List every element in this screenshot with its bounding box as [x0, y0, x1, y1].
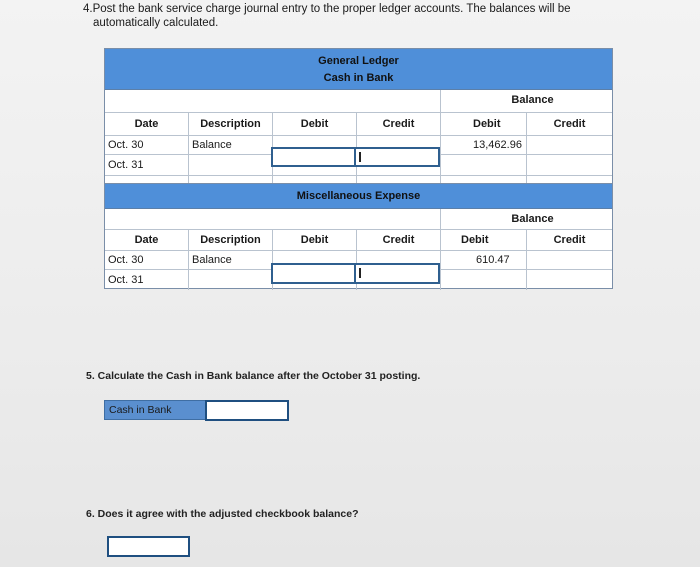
agree-answer-input[interactable] — [107, 536, 190, 557]
misc-balance-credit-header: Credit — [553, 234, 586, 246]
misc-credit-header: Credit — [357, 230, 441, 250]
misc-debit-input[interactable] — [271, 263, 357, 284]
balance-header: Balance — [511, 94, 554, 106]
row1-date: Oct. 30 — [105, 136, 189, 154]
row1-balance-debit: 13,462.96 — [441, 136, 527, 154]
question-4-line2: automatically calculated. — [93, 17, 219, 29]
balance-debit-header: Debit — [441, 113, 527, 135]
question-4-line1: 4.Post the bank service charge journal entry to the proper ledger accounts. The balances will be — [83, 3, 571, 15]
row1-description: Balance — [189, 136, 273, 154]
misc-credit-input[interactable] — [354, 263, 440, 284]
misc-debit-header: Debit — [273, 230, 357, 250]
misc-row1-balance-debit: 610.47 — [441, 251, 527, 269]
misc-row2-date: Oct. 31 — [105, 270, 189, 290]
misc-account-name: Miscellaneous Expense — [296, 190, 421, 202]
ledger-title: General Ledger — [318, 55, 399, 67]
date-header: Date — [105, 113, 189, 135]
balance-credit-header: Credit — [553, 118, 586, 130]
cash-debit-input[interactable] — [271, 147, 357, 167]
question-5: 5. Calculate the Cash in Bank balance after the October 31 posting. — [86, 370, 421, 382]
misc-date-header: Date — [105, 230, 189, 250]
credit-header: Credit — [357, 113, 441, 135]
ledger-title-bar — [105, 49, 612, 90]
description-header: Description — [189, 113, 273, 135]
misc-row1-date: Oct. 30 — [105, 251, 189, 269]
misc-balance-header: Balance — [511, 213, 554, 225]
cash-in-bank-label: Cash in Bank — [104, 400, 206, 420]
question-6: 6. Does it agree with the adjusted checkbook balance? — [86, 508, 359, 520]
misc-description-header: Description — [189, 230, 273, 250]
account-name: Cash in Bank — [323, 72, 394, 84]
cash-in-bank-input[interactable] — [205, 400, 289, 421]
cash-in-bank-ledger — [104, 48, 613, 191]
cash-credit-input[interactable] — [354, 147, 440, 167]
debit-header: Debit — [273, 113, 357, 135]
question-4 — [83, 2, 603, 30]
row2-date: Oct. 31 — [105, 155, 189, 175]
misc-row1-description: Balance — [189, 251, 273, 269]
misc-balance-debit-header: Debit — [441, 230, 527, 250]
misc-title-bar — [105, 184, 612, 209]
